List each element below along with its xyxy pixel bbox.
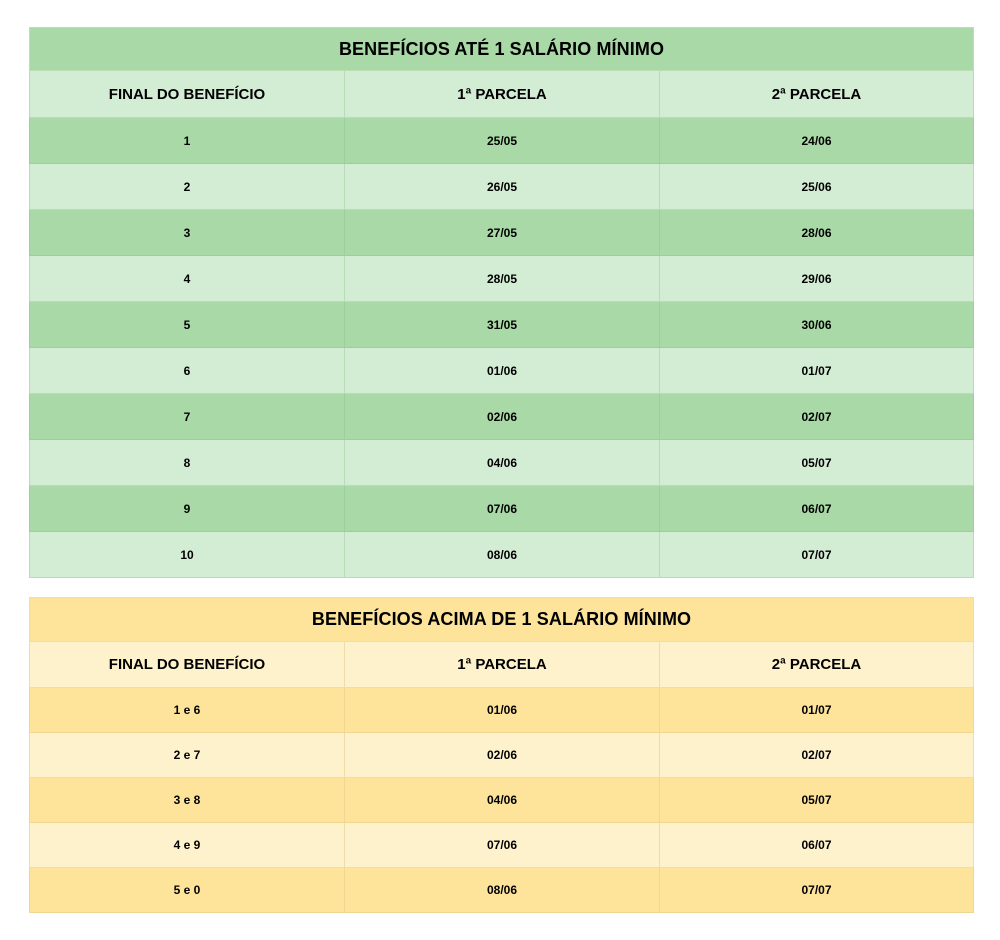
first-installment-cell: 02/06 [345, 733, 660, 778]
table-row [30, 164, 974, 210]
second-installment-cell: 29/06 [660, 256, 974, 302]
second-installment-cell: 28/06 [660, 210, 974, 256]
table-header-row [30, 642, 974, 688]
table-body [30, 598, 974, 913]
second-installment-cell: 05/07 [660, 778, 974, 823]
second-installment-cell: 25/06 [660, 164, 974, 210]
table-row [30, 733, 974, 778]
first-installment-cell: 27/05 [345, 210, 660, 256]
first-installment-cell: 07/06 [345, 823, 660, 868]
first-installment-cell: 28/05 [345, 256, 660, 302]
second-installment-cell: 30/06 [660, 302, 974, 348]
benefit-ending-cell: 2 e 7 [30, 733, 345, 778]
second-installment-cell: 07/07 [660, 868, 974, 913]
benefit-ending-cell: 1 e 6 [30, 688, 345, 733]
benefit-ending-cell: 1 [30, 118, 345, 164]
benefit-ending-cell: 9 [30, 486, 345, 532]
table-row [30, 118, 974, 164]
column-header-benefit-ending: FINAL DO BENEFÍCIO [30, 71, 345, 118]
first-installment-cell: 04/06 [345, 440, 660, 486]
table-row [30, 486, 974, 532]
first-installment-cell: 01/06 [345, 688, 660, 733]
benefit-ending-cell: 5 [30, 302, 345, 348]
table-row [30, 440, 974, 486]
second-installment-cell: 06/07 [660, 486, 974, 532]
second-installment-cell: 01/07 [660, 348, 974, 394]
column-header-second-installment: 2ª PARCELA [660, 71, 974, 118]
table-row [30, 868, 974, 913]
benefits-above-minimum-wage-table [29, 597, 974, 913]
first-installment-cell: 02/06 [345, 394, 660, 440]
benefit-ending-cell: 7 [30, 394, 345, 440]
benefit-ending-cell: 2 [30, 164, 345, 210]
table-row [30, 688, 974, 733]
second-installment-cell: 02/07 [660, 394, 974, 440]
table-row [30, 302, 974, 348]
column-header-second-installment: 2ª PARCELA [660, 642, 974, 688]
first-installment-cell: 25/05 [345, 118, 660, 164]
table-row [30, 532, 974, 578]
column-header-first-installment: 1ª PARCELA [345, 71, 660, 118]
second-installment-cell: 02/07 [660, 733, 974, 778]
column-header-benefit-ending: FINAL DO BENEFÍCIO [30, 642, 345, 688]
table-row [30, 394, 974, 440]
second-installment-cell: 05/07 [660, 440, 974, 486]
table-title: BENEFÍCIOS ATÉ 1 SALÁRIO MÍNIMO [30, 28, 974, 71]
first-installment-cell: 08/06 [345, 868, 660, 913]
benefit-ending-cell: 10 [30, 532, 345, 578]
benefit-ending-cell: 4 [30, 256, 345, 302]
benefit-ending-cell: 8 [30, 440, 345, 486]
benefit-ending-cell: 4 e 9 [30, 823, 345, 868]
first-installment-cell: 08/06 [345, 532, 660, 578]
second-installment-cell: 01/07 [660, 688, 974, 733]
table-title: BENEFÍCIOS ACIMA DE 1 SALÁRIO MÍNIMO [30, 598, 974, 642]
column-header-first-installment: 1ª PARCELA [345, 642, 660, 688]
benefit-ending-cell: 3 [30, 210, 345, 256]
first-installment-cell: 04/06 [345, 778, 660, 823]
table-row [30, 348, 974, 394]
first-installment-cell: 26/05 [345, 164, 660, 210]
second-installment-cell: 06/07 [660, 823, 974, 868]
table-row [30, 256, 974, 302]
table-title-row [30, 28, 974, 71]
table-row [30, 823, 974, 868]
table-row [30, 210, 974, 256]
second-installment-cell: 24/06 [660, 118, 974, 164]
benefit-ending-cell: 6 [30, 348, 345, 394]
table-title-row [30, 598, 974, 642]
table-body [30, 28, 974, 578]
benefit-ending-cell: 3 e 8 [30, 778, 345, 823]
benefits-up-to-minimum-wage-table [29, 27, 974, 578]
benefit-ending-cell: 5 e 0 [30, 868, 345, 913]
table-row [30, 778, 974, 823]
table-header-row [30, 71, 974, 118]
first-installment-cell: 07/06 [345, 486, 660, 532]
first-installment-cell: 01/06 [345, 348, 660, 394]
first-installment-cell: 31/05 [345, 302, 660, 348]
second-installment-cell: 07/07 [660, 532, 974, 578]
